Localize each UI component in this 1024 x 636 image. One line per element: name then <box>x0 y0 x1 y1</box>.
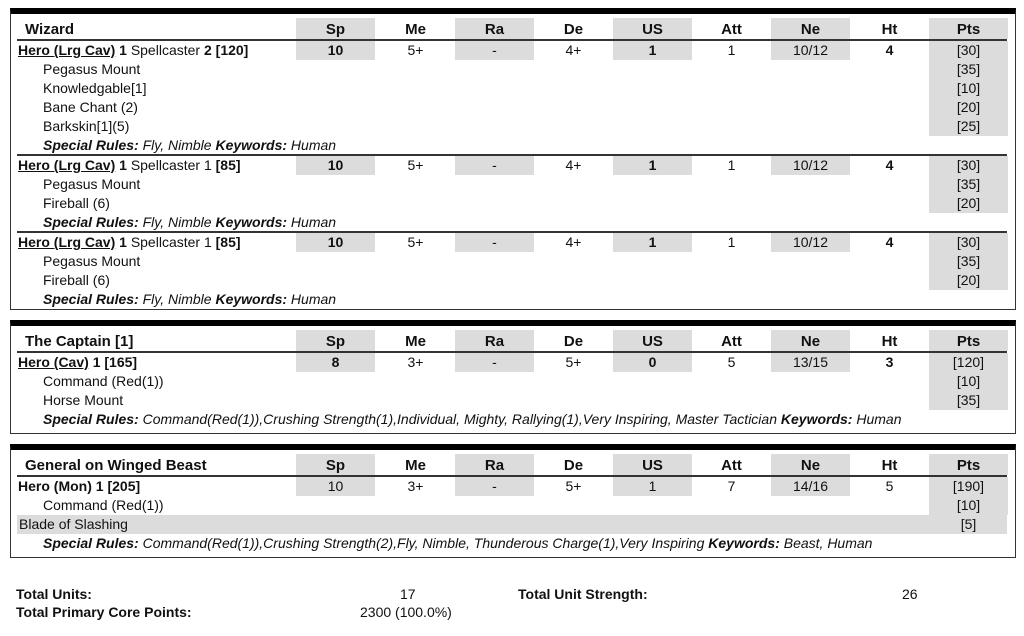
upgrade-points: [10] <box>929 79 1008 98</box>
column-header-ra: Ra <box>455 18 534 39</box>
unit-desc: Spellcaster 1 <box>130 157 212 173</box>
stat-ra: - <box>455 477 534 496</box>
unit-cost: [85] <box>215 234 241 250</box>
special-rules-text: Command(Red(1)),Crushing Strength(2),Fly, Nimble, Thunderous Charge(1),Very Inspiring <box>142 535 705 551</box>
unit-row <box>11 41 1015 60</box>
unit-cost: [165] <box>104 354 138 370</box>
stat-ne: 10/12 <box>771 233 850 252</box>
upgrade-name: Horse Mount <box>43 392 124 408</box>
section-header <box>11 18 1015 39</box>
special-rules-label: Special Rules: <box>43 137 139 153</box>
stat-us: 1 <box>613 233 692 252</box>
unit-cost: [85] <box>215 157 241 173</box>
column-header-att: Att <box>721 21 742 38</box>
unit-type-link[interactable]: Hero (Lrg Cav) <box>18 157 116 173</box>
upgrade-points: [35] <box>929 175 1008 194</box>
upgrade-row <box>11 372 1015 391</box>
upgrade-row <box>11 98 1015 117</box>
stat-me: 5+ <box>407 157 424 173</box>
stat-sp: 10 <box>296 477 375 496</box>
unit-type-link[interactable]: Hero (Lrg Cav) <box>18 42 116 58</box>
unit-count: 1 <box>92 354 101 370</box>
total-units-value: 17 <box>400 586 416 602</box>
upgrade-points: [25] <box>929 117 1008 136</box>
upgrade-points: [20] <box>929 271 1008 290</box>
total-unit-strength-label: Total Unit Strength: <box>518 586 648 602</box>
stat-de: 5+ <box>565 478 582 494</box>
column-header-att: Att <box>721 333 742 350</box>
stat-att: 1 <box>727 234 736 250</box>
special-rules <box>43 534 872 553</box>
unit-section-box <box>10 444 1016 558</box>
stat-de: 4+ <box>565 234 582 250</box>
unit-row <box>11 353 1015 372</box>
column-header-us: US <box>613 454 692 475</box>
stat-ht: 4 <box>885 157 894 173</box>
upgrade-name: Fireball (6) <box>43 272 110 288</box>
upgrade-name: Bane Chant (2) <box>43 99 138 115</box>
column-header-att: Att <box>721 457 742 474</box>
section-header <box>11 330 1015 351</box>
unit-cost: [120] <box>215 42 249 58</box>
column-header-sp: Sp <box>296 18 375 39</box>
unit-desc: Spellcaster <box>130 42 201 58</box>
special-rules-label: Special Rules: <box>43 535 139 551</box>
column-header-me: Me <box>405 457 426 474</box>
special-rules-row <box>11 534 1015 553</box>
stat-ra: - <box>455 233 534 252</box>
stat-att: 5 <box>727 354 736 370</box>
stat-ne: 13/15 <box>771 353 850 372</box>
column-header-sp: Sp <box>296 454 375 475</box>
stat-us: 1 <box>613 477 692 496</box>
stat-ne: 14/16 <box>771 477 850 496</box>
upgrade-name: Pegasus Mount <box>43 253 141 269</box>
stat-sp: 8 <box>296 353 375 372</box>
keywords-label: Keywords: <box>215 291 288 307</box>
unit-row <box>11 156 1015 175</box>
section-title: Wizard <box>25 21 75 38</box>
keywords-label: Keywords: <box>215 214 288 230</box>
keywords-text: Beast, Human <box>783 535 873 551</box>
stat-me: 5+ <box>407 234 424 250</box>
stat-sp: 10 <box>296 156 375 175</box>
stat-us: 0 <box>613 353 692 372</box>
section-title: The Captain [1] <box>25 333 134 350</box>
unit-section-box <box>10 8 1016 310</box>
column-header-pts: Pts <box>929 18 1008 39</box>
total-points-value: 2300 (100.0%) <box>360 604 452 620</box>
column-header-ra: Ra <box>455 330 534 351</box>
unit-count: 1 <box>119 42 127 58</box>
stat-ra: - <box>455 156 534 175</box>
column-header-ra: Ra <box>455 454 534 475</box>
stat-ht: 4 <box>885 234 894 250</box>
unit-count: 1 <box>119 157 127 173</box>
unit-count: 1 <box>119 234 127 250</box>
unit-section-box <box>10 320 1016 434</box>
upgrade-row <box>11 175 1015 194</box>
upgrade-points: [35] <box>929 391 1008 410</box>
upgrade-points: [20] <box>929 194 1008 213</box>
stat-me: 3+ <box>407 354 424 370</box>
stat-sp: 10 <box>296 41 375 60</box>
unit-desc-extra: 2 <box>203 42 212 58</box>
keywords-text: Human <box>290 214 337 230</box>
special-rules-label: Special Rules: <box>43 291 139 307</box>
stat-ne: 10/12 <box>771 41 850 60</box>
total-unit-strength-value: 26 <box>902 586 918 602</box>
column-header-sp: Sp <box>296 330 375 351</box>
upgrade-points: [10] <box>929 496 1008 515</box>
stat-de: 4+ <box>565 157 582 173</box>
upgrade-name: Knowledgable[1] <box>43 80 147 96</box>
special-rules-text: Fly, Nimble <box>142 214 212 230</box>
upgrade-row <box>11 496 1015 515</box>
total-points-label: Total Primary Core Points: <box>16 604 192 620</box>
column-header-me: Me <box>405 21 426 38</box>
unit-name <box>18 156 241 175</box>
section-header <box>11 454 1015 475</box>
stat-sp: 10 <box>296 233 375 252</box>
unit-name <box>18 353 137 372</box>
keywords-label: Keywords: <box>708 535 780 551</box>
upgrade-points: [20] <box>929 98 1008 117</box>
stat-ht: 5 <box>885 478 894 494</box>
upgrade-name: Barkskin[1](5) <box>43 118 130 134</box>
stat-pts: [30] <box>929 233 1008 252</box>
special-rules-label: Special Rules: <box>43 411 139 427</box>
magic-item-name: Blade of Slashing <box>19 516 128 532</box>
stat-me: 5+ <box>407 42 424 58</box>
upgrade-name: Fireball (6) <box>43 195 110 211</box>
upgrade-row <box>11 79 1015 98</box>
stat-att: 7 <box>727 478 736 494</box>
total-units-label: Total Units: <box>16 586 92 602</box>
special-rules-label: Special Rules: <box>43 214 139 230</box>
stat-ra: - <box>455 41 534 60</box>
upgrade-name: Command (Red(1)) <box>43 497 164 513</box>
keywords-text: Human <box>290 291 337 307</box>
unit-row <box>11 477 1015 496</box>
column-header-ht: Ht <box>881 457 898 474</box>
stat-pts: [30] <box>929 156 1008 175</box>
stat-us: 1 <box>613 156 692 175</box>
unit-desc: Spellcaster 1 <box>130 234 212 250</box>
stat-pts: [120] <box>929 353 1008 372</box>
column-header-pts: Pts <box>929 454 1008 475</box>
stat-pts: [30] <box>929 41 1008 136</box>
upgrade-row <box>11 194 1015 213</box>
upgrade-row <box>11 60 1015 79</box>
upgrade-row <box>11 391 1015 410</box>
keywords-text: Human <box>290 137 337 153</box>
upgrade-points: [35] <box>929 60 1008 79</box>
upgrade-name: Pegasus Mount <box>43 176 141 192</box>
column-header-us: US <box>613 18 692 39</box>
special-rules-text: Fly, Nimble <box>142 137 212 153</box>
unit-count: 1 <box>95 478 104 494</box>
special-rules <box>43 213 336 232</box>
column-header-us: US <box>613 330 692 351</box>
column-header-pts: Pts <box>929 330 1008 351</box>
stat-pts: [190] <box>929 477 1008 496</box>
special-rules <box>43 136 336 155</box>
upgrade-row <box>11 117 1015 136</box>
upgrade-row <box>11 271 1015 290</box>
upgrade-name: Pegasus Mount <box>43 61 141 77</box>
special-rules-row <box>11 136 1015 155</box>
magic-item-points: [5] <box>960 516 977 532</box>
keywords-text: Human <box>856 411 902 427</box>
stat-de: 5+ <box>565 354 582 370</box>
stat-de: 4+ <box>565 42 582 58</box>
stat-me: 3+ <box>407 478 424 494</box>
special-rules <box>43 410 902 429</box>
unit-name <box>18 233 241 252</box>
column-header-de: De <box>563 333 584 350</box>
unit-row <box>11 233 1015 252</box>
unit-name <box>18 477 140 496</box>
special-rules-row <box>11 213 1015 232</box>
unit-type-link[interactable]: Hero (Cav) <box>18 354 89 370</box>
keywords-label: Keywords: <box>780 411 853 427</box>
column-header-ne: Ne <box>771 330 850 351</box>
special-rules-row <box>11 290 1015 309</box>
column-header-me: Me <box>405 333 426 350</box>
stat-ht: 3 <box>885 354 894 370</box>
upgrade-row <box>11 252 1015 271</box>
upgrade-points: [10] <box>929 372 1008 391</box>
special-rules <box>43 290 336 309</box>
stat-ra: - <box>455 353 534 372</box>
column-header-ne: Ne <box>771 18 850 39</box>
unit-cost: [205] <box>107 478 141 494</box>
stat-us: 1 <box>613 41 692 60</box>
upgrade-points: [35] <box>929 252 1008 271</box>
keywords-label: Keywords: <box>215 137 288 153</box>
magic-item-row <box>17 515 1007 534</box>
section-title: General on Winged Beast <box>25 457 207 474</box>
stat-att: 1 <box>727 42 736 58</box>
column-header-ne: Ne <box>771 454 850 475</box>
special-rules-row <box>11 410 1015 429</box>
unit-type-link: Hero (Mon) <box>18 478 92 494</box>
column-header-de: De <box>563 457 584 474</box>
column-header-de: De <box>563 21 584 38</box>
stat-ht: 4 <box>885 42 894 58</box>
column-header-ht: Ht <box>881 333 898 350</box>
unit-type-link[interactable]: Hero (Lrg Cav) <box>18 234 116 250</box>
special-rules-text: Command(Red(1)),Crushing Strength(1),Individual, Mighty, Rallying(1),Very Inspiring, Master Tactician <box>142 411 777 427</box>
column-header-ht: Ht <box>881 21 898 38</box>
upgrade-name: Command (Red(1)) <box>43 373 164 389</box>
stat-att: 1 <box>727 157 736 173</box>
stat-ne: 10/12 <box>771 156 850 175</box>
unit-name <box>18 41 248 60</box>
special-rules-text: Fly, Nimble <box>142 291 212 307</box>
